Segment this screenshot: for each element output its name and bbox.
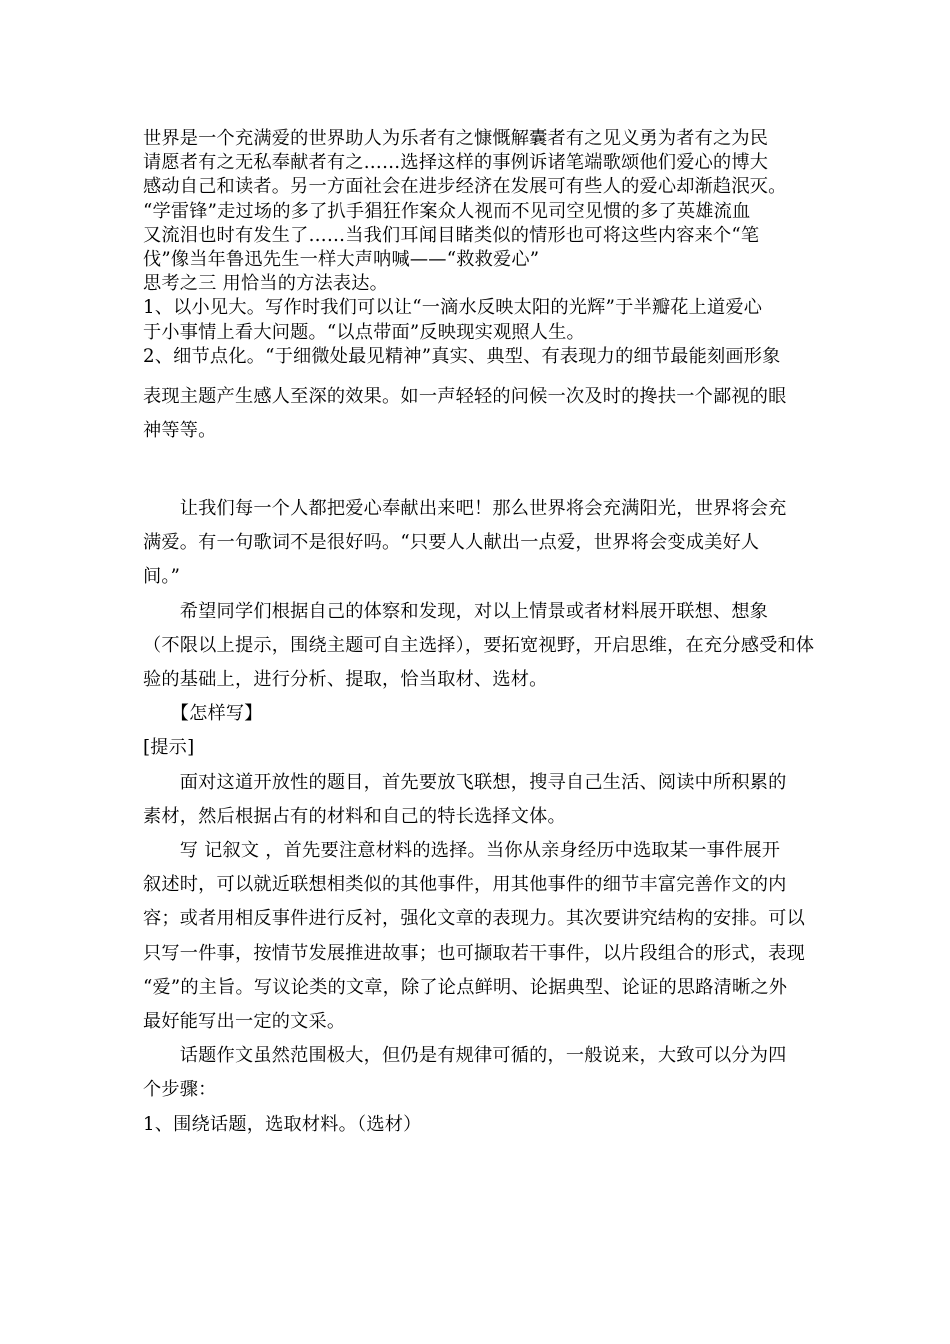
text-line: 间。”: [143, 566, 181, 588]
text-line: 世界是一个充满爱的世界助人为乐者有之慷慨解囊者有之见义勇为者有之为民: [143, 128, 769, 149]
text-line: 希望同学们根据自己的体察和发现，对以上情景或者材料展开联想、想象: [143, 600, 769, 622]
text-line: 让我们每一个人都把爱心奉献出来吧！那么世界将会充满阳光，世界将会充: [143, 498, 787, 519]
text-line: 又流泪也时有发生了……当我们耳闻目睹类似的情形也可将这些内容来个“笔: [143, 224, 760, 246]
text-line: 面对这道开放性的题目，首先要放飞联想，搜寻自己生活、阅读中所积累的: [143, 771, 787, 793]
text-line: 话题作文虽然范围极大，但仍是有规律可循的，一般说来，大致可以分为四: [143, 1045, 787, 1067]
text-line: 感动自己和读者。另一方面社会在进步经济在发展可有些人的爱心却渐趋泯灭。: [143, 176, 787, 198]
text-line: “学雷锋”走过场的多了扒手猖狂作案众人视而不见司空见惯的多了英雄流血: [143, 200, 751, 222]
text-line: 满爱。有一句歌词不是很好吗。“只要人人献出一点爱，世界将会变成美好人: [143, 532, 760, 554]
text-line: 个步骤：: [143, 1079, 217, 1101]
text-line: 2、细节点化。“于细微处最见精神”真实、典型、有表现力的细节最能刻画形象: [143, 345, 781, 367]
text-line: （不限以上提示，围绕主题可自主选择），要拓宽视野，开启思维，在充分感受和体: [143, 634, 815, 656]
text-line: 只写一件事，按情节发展推进故事；也可撷取若干事件，以片段组合的形式，表现: [143, 942, 805, 964]
text-line: 叙述时，可以就近联想相类似的其他事件，用其他事件的细节丰富完善作文的内: [143, 874, 787, 896]
text-line: 请愿者有之无私奉献者有之……选择这样的事例诉诸笔端歌颂他们爱心的博大: [143, 152, 769, 174]
subheading: [提示]: [143, 737, 195, 759]
text-line: 表现主题产生感人至深的效果。如一声轻轻的问候一次及时的搀扶一个鄙视的眼: [143, 386, 787, 407]
section-heading: 【怎样写】: [143, 703, 263, 725]
text-line: 素材，然后根据占有的材料和自己的特长选择文体。: [143, 805, 566, 827]
section-heading: 思考之三 用恰当的方法表达。: [143, 273, 389, 295]
text-line: “爱”的主旨。写议论类的文章，除了论点鲜明、论据典型、论证的思路清晰之外: [143, 976, 788, 998]
tail-paragraph-block: [143, 380, 811, 448]
main-paragraph-block: [143, 492, 815, 1142]
dense-paragraph-block: [143, 127, 811, 369]
text-line: 1、以小见大。写作时我们可以让“一滴水反映太阳的光辉”于半瓣花上道爱心: [143, 297, 763, 319]
text-line: 神等等。: [143, 420, 217, 441]
text-line: 容；或者用相反事件进行反衬，强化文章的表现力。其次要讲究结构的安排。可以: [143, 908, 805, 930]
text-line: 1、围绕话题，选取材料。（选材）: [143, 1113, 422, 1135]
text-line: 于小事情上看大问题。“以点带面”反映现实观照人生。: [143, 321, 585, 343]
text-line: 写 记叙文 ，首先要注意材料的选择。当你从亲身经历中选取某一事件展开: [143, 840, 781, 862]
text-line: 最好能写出一定的文采。: [143, 1011, 346, 1033]
text-line: 伐”像当年鲁迅先生一样大声呐喊——“救救爱心”: [143, 249, 540, 271]
text-line: 验的基础上，进行分析、提取，恰当取材、选材。: [143, 669, 548, 691]
